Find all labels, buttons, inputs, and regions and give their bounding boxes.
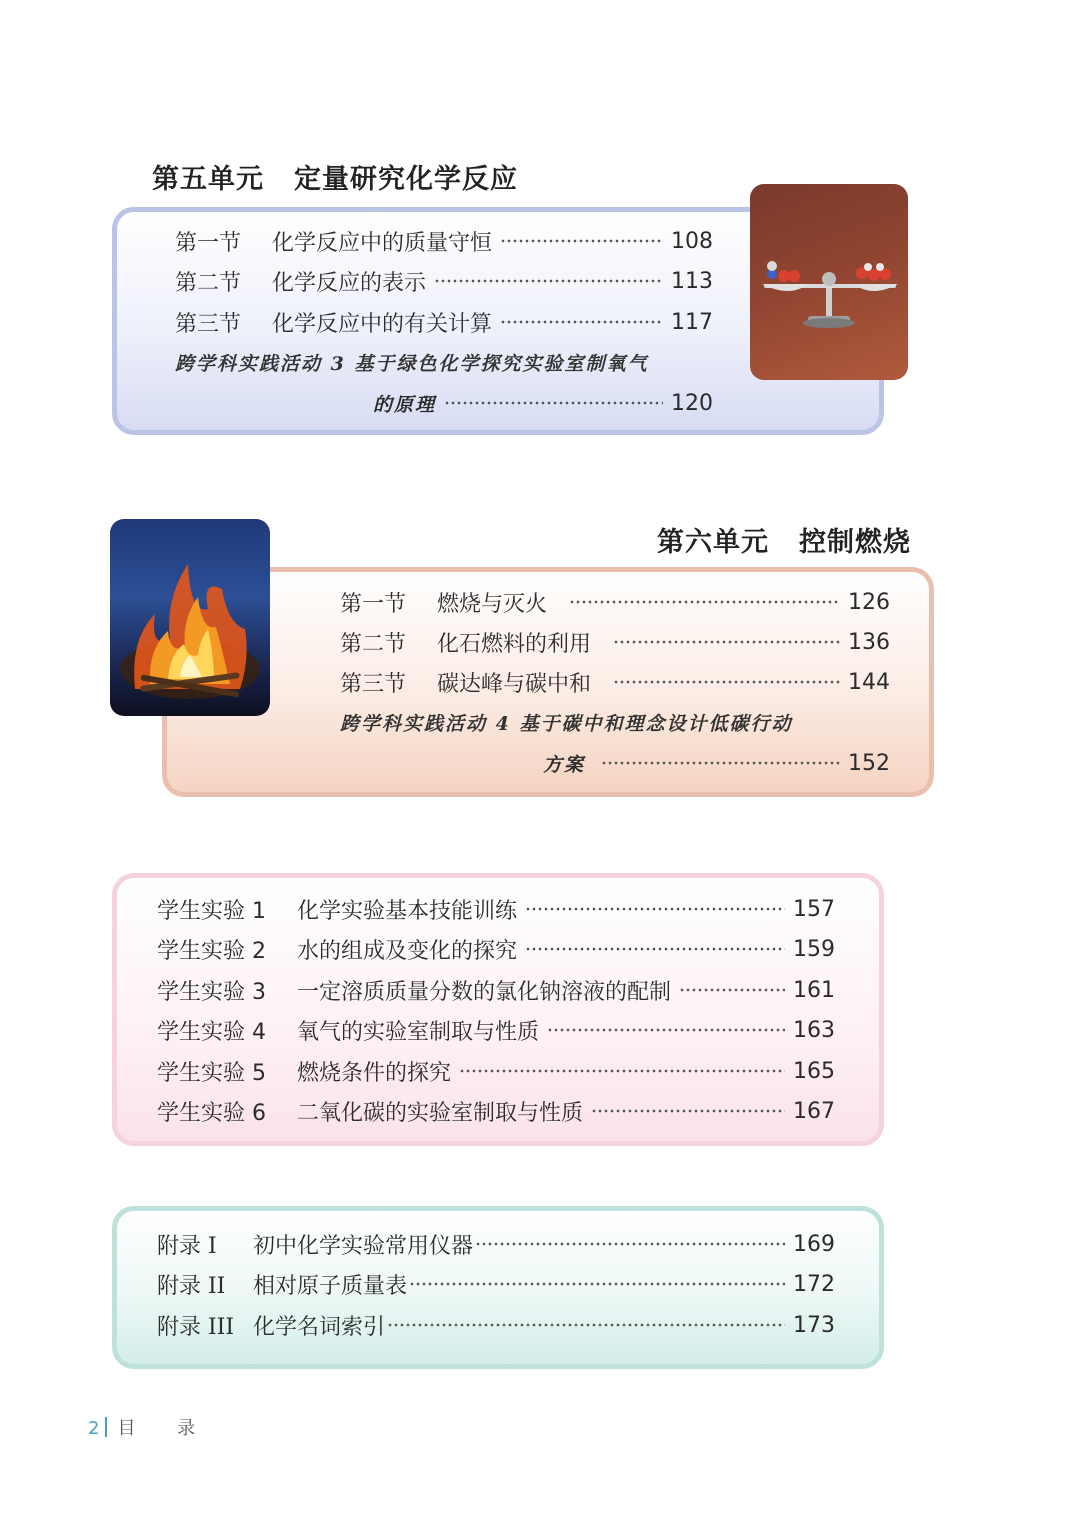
leader-dots bbox=[613, 680, 840, 684]
footer-section-label: 目 录 bbox=[117, 1418, 214, 1439]
page-footer bbox=[88, 1414, 213, 1440]
toc-row-appendix-3[interactable]: 附录 III 化学名词索引 173 bbox=[157, 1312, 835, 1340]
leader-dots bbox=[500, 320, 663, 324]
toc-row-unit5-s3[interactable]: 第三节 化学反应中的有关计算 117 bbox=[175, 309, 713, 337]
leader-dots bbox=[601, 761, 840, 765]
leader-dots bbox=[569, 600, 840, 604]
toc-row-unit5-s1[interactable]: 第一节 化学反应中的质量守恒 108 bbox=[175, 228, 713, 256]
toc-row-unit5-activity[interactable]: 的原理 120 bbox=[373, 390, 713, 416]
leader-dots bbox=[444, 401, 663, 405]
leader-dots bbox=[525, 947, 785, 951]
toc-row-unit6-s3[interactable]: 第三节 碳达峰与碳中和 144 bbox=[340, 669, 890, 697]
leader-dots bbox=[387, 1323, 785, 1327]
flame-icon bbox=[110, 519, 270, 716]
leader-dots bbox=[591, 1109, 785, 1113]
leader-dots bbox=[409, 1282, 785, 1286]
campfire-photo bbox=[110, 519, 270, 716]
leader-dots bbox=[525, 907, 785, 911]
toc-row-experiment-5[interactable]: 学生实验 5 燃烧条件的探究 165 bbox=[157, 1058, 835, 1086]
leader-dots bbox=[679, 988, 785, 992]
toc-row-experiment-2[interactable]: 学生实验 2 水的组成及变化的探究 159 bbox=[157, 936, 835, 964]
page-number: 2 bbox=[88, 1418, 100, 1439]
toc-row-experiment-1[interactable]: 学生实验 1 化学实验基本技能训练 157 bbox=[157, 896, 835, 924]
leader-dots bbox=[613, 640, 840, 644]
footer-divider bbox=[105, 1417, 107, 1437]
leader-dots bbox=[547, 1028, 785, 1032]
leader-dots bbox=[500, 239, 663, 243]
toc-row-appendix-2[interactable]: 附录 II 相对原子质量表 172 bbox=[157, 1271, 835, 1299]
toc-row-experiment-4[interactable]: 学生实验 4 氧气的实验室制取与性质 163 bbox=[157, 1017, 835, 1045]
toc-row-experiment-6[interactable]: 学生实验 6 二氧化碳的实验室制取与性质 167 bbox=[157, 1098, 835, 1126]
balance-scale-photo bbox=[750, 184, 908, 380]
toc-row-unit6-activity[interactable]: 方案 152 bbox=[543, 750, 890, 776]
unit6-activity-title[interactable]: 跨学科实践活动 4 基于碳中和理念设计低碳行动 bbox=[340, 713, 793, 735]
toc-row-unit6-s2[interactable]: 第二节 化石燃料的利用 136 bbox=[340, 629, 890, 657]
unit5-title: 第五单元 定量研究化学反应 bbox=[152, 164, 518, 195]
unit6-title: 第六单元 控制燃烧 bbox=[657, 527, 911, 558]
toc-row-appendix-1[interactable]: 附录 I 初中化学实验常用仪器 169 bbox=[157, 1231, 835, 1259]
leader-dots bbox=[475, 1242, 785, 1246]
toc-row-unit5-s2[interactable]: 第二节 化学反应的表示 113 bbox=[175, 268, 713, 296]
leader-dots bbox=[459, 1069, 785, 1073]
toc-row-experiment-3[interactable]: 学生实验 3 一定溶质质量分数的氯化钠溶液的配制 161 bbox=[157, 977, 835, 1005]
unit5-activity-title[interactable]: 跨学科实践活动 3 基于绿色化学探究实验室制氧气 bbox=[175, 353, 649, 375]
toc-row-unit6-s1[interactable]: 第一节 燃烧与灭火 126 bbox=[340, 589, 890, 617]
balance-scale-icon bbox=[750, 184, 908, 380]
leader-dots bbox=[434, 279, 663, 283]
